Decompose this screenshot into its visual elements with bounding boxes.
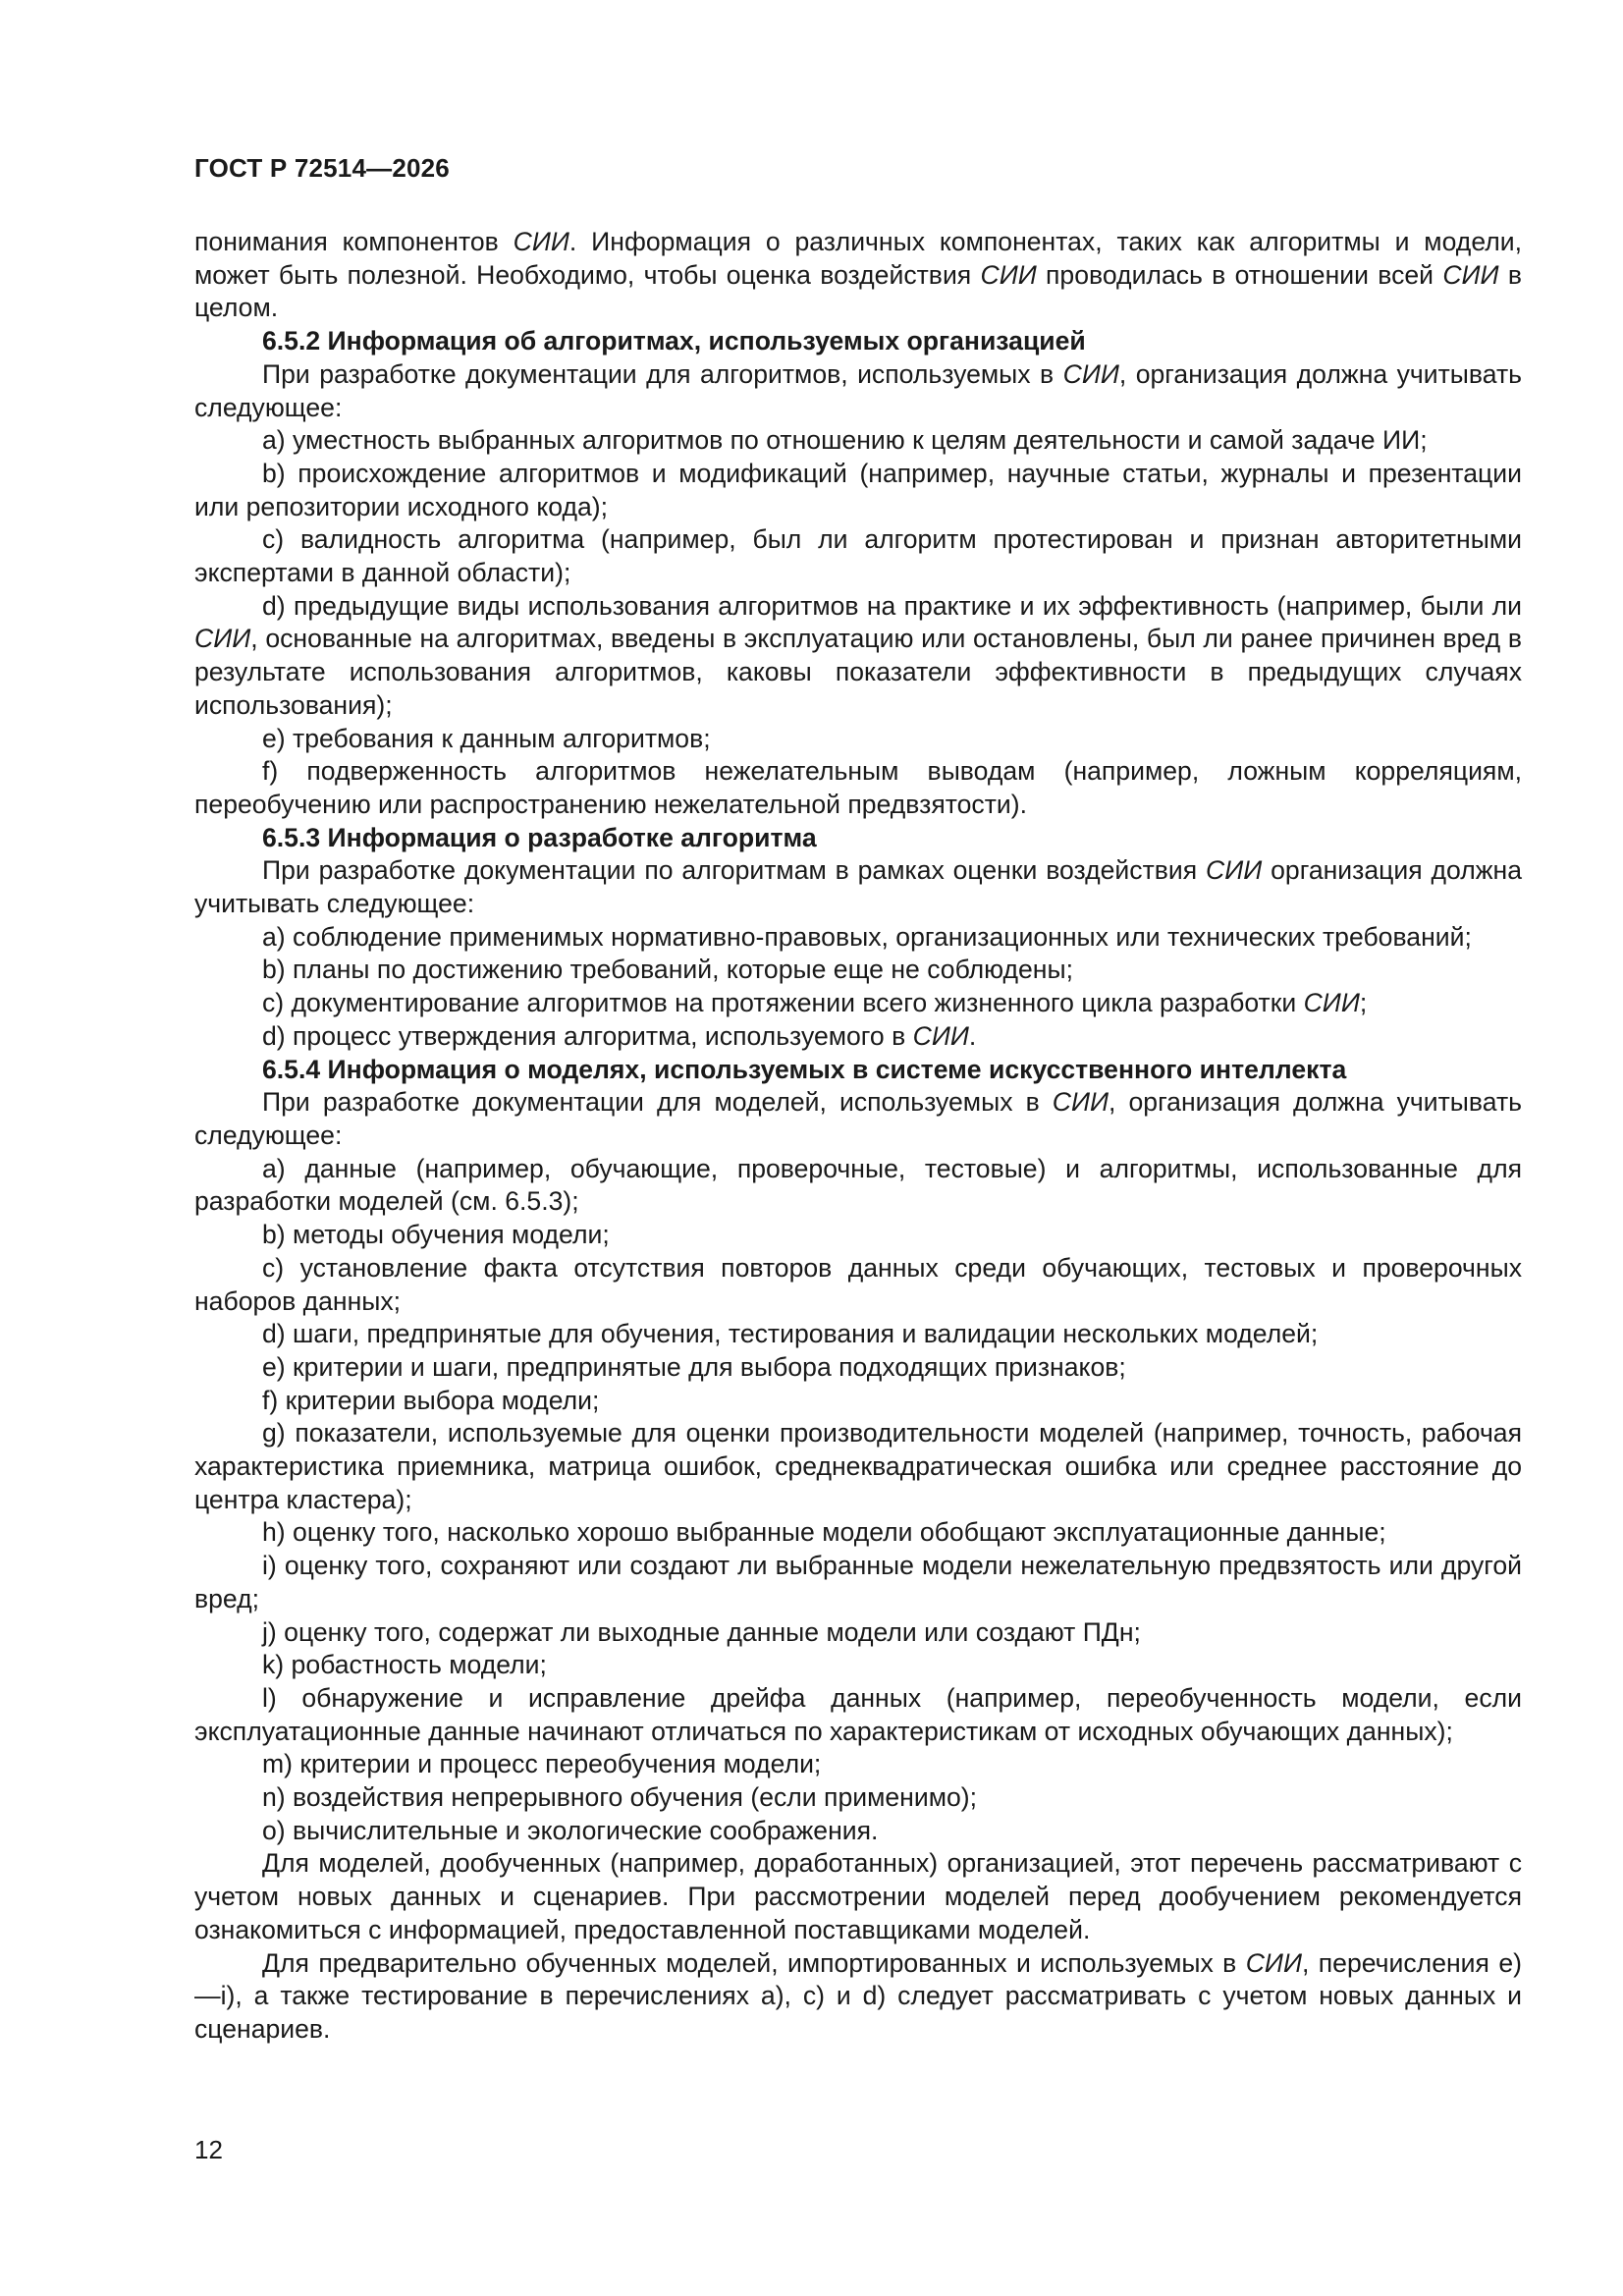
paragraph: d) процесс утверждения алгоритма, используемого в СИИ. xyxy=(262,1020,977,1051)
paragraph: h) оценку того, насколько хорошо выбранные модели обобщают эксплуатационные данные; xyxy=(262,1517,1386,1548)
paragraph: c) установление факта отсутствия повторов данных среди обучающих, тестовых и проверочных наборов данных; xyxy=(194,1252,1522,1316)
paragraph: a) данные (например, обучающие, проверочные, тестовые) и алгоритмы, использованные для разработки моделей (см. 6.5.3); xyxy=(194,1153,1522,1217)
paragraph: При разработке документации для алгоритмов, используемых в СИИ, организация должна учитывать следующее: xyxy=(194,358,1522,422)
paragraph: e) требования к данным алгоритмов; xyxy=(262,723,711,753)
paragraph: При разработке документации для моделей, используемых в СИИ, организация должна учитывать следующее: xyxy=(194,1087,1522,1150)
paragraph: l) обнаружение и исправление дрейфа данных (например, переобученность модели, если эксплуатационные данные начинают отличаться по характеристикам от исходных обучающих данных); xyxy=(194,1682,1522,1746)
paragraph: c) документирование алгоритмов на протяжении всего жизненного цикла разработки СИИ; xyxy=(262,988,1368,1018)
paragraph: j) оценку того, содержат ли выходные данные модели или создают ПДн; xyxy=(262,1616,1141,1647)
paragraph: f) подверженность алгоритмов нежелательным выводам (например, ложным корреляциям, переобучению или распространению нежелательной предвзятости). xyxy=(194,756,1522,819)
paragraph: e) критерии и шаги, предпринятые для выбора подходящих признаков; xyxy=(262,1351,1126,1382)
document-body xyxy=(194,226,1522,2047)
paragraph: k) робастность модели; xyxy=(262,1650,547,1680)
section-heading: 6.5.4 Информация о моделях, используемых в системе искусственного интеллекта xyxy=(262,1054,1347,1084)
paragraph: Для моделей, дообученных (например, доработанных) организацией, этот перечень рассматривают с учетом новых данных и сценариев. При рассмотрении моделей перед дообучением рекомендуется ознакомиться с информацией, предоставленной поставщиками моделей. xyxy=(194,1848,1522,1944)
paragraph: g) показатели, используемые для оценки производительности моделей (например, точность, рабочая характеристика приемника, матрица ошибок, среднеквадратическая ошибка или среднее расстояние до центра кластера); xyxy=(194,1418,1522,1514)
section-heading: 6.5.2 Информация об алгоритмах, используемых организацией xyxy=(262,326,1086,356)
paragraph: d) шаги, предпринятые для обучения, тестирования и валидации нескольких моделей; xyxy=(262,1319,1319,1349)
paragraph: При разработке документации по алгоритмам в рамках оценки воздействия СИИ организация должна учитывать следующее: xyxy=(194,855,1522,919)
page-number: 12 xyxy=(194,2135,223,2164)
paragraph: a) уместность выбранных алгоритмов по отношению к целям деятельности и самой задаче ИИ; xyxy=(262,425,1428,456)
paragraph: понимания компонентов СИИ. Информация о различных компонентах, таких как алгоритмы и модели, может быть полезной. Необходимо, чтобы оценка воздействия СИИ проводилась в отношении всей СИИ в целом. xyxy=(194,227,1522,323)
paragraph: o) вычислительные и экологические соображения. xyxy=(262,1815,879,1845)
paragraph: b) планы по достижению требований, которые еще не соблюдены; xyxy=(262,955,1073,985)
paragraph: b) происхождение алгоритмов и модификаций (например, научные статьи, журналы и презентации или репозитории исходного кода); xyxy=(194,458,1522,521)
paragraph: n) воздействия непрерывного обучения (если применимо); xyxy=(262,1782,978,1813)
paragraph: a) соблюдение применимых нормативно-правовых, организационных или технических требований; xyxy=(262,921,1472,952)
paragraph: i) оценку того, сохраняют или создают ли выбранные модели нежелательную предвзятость или другой вред; xyxy=(194,1551,1522,1613)
paragraph: f) критерии выбора модели; xyxy=(262,1385,600,1415)
paragraph: c) валидность алгоритма (например, был ли алгоритм протестирован и признан авторитетными экспертами в данной области); xyxy=(194,524,1522,588)
section-heading: 6.5.3 Информация о разработке алгоритма xyxy=(262,822,817,852)
paragraph: b) методы обучения модели; xyxy=(262,1220,610,1250)
paragraph: Для предварительно обученных моделей, импортированных и используемых в СИИ, перечисления e)—i), а также тестирование в перечислениях a), c) и d) следует рассматривать с учетом новых данных и сценариев. xyxy=(194,1947,1522,2044)
paragraph: d) предыдущие виды использования алгоритмов на практике и их эффективность (например, были ли СИИ, основанные на алгоритмах, введены в эксплуатацию или остановлены, был ли ранее причинен вред в результате использования алгоритмов, каковы показатели эффективности в предыдущих случаях использования); xyxy=(194,590,1522,720)
paragraph: m) критерии и процесс переобучения модели; xyxy=(262,1749,822,1779)
document-header: ГОСТ Р 72514—2026 xyxy=(194,153,450,183)
